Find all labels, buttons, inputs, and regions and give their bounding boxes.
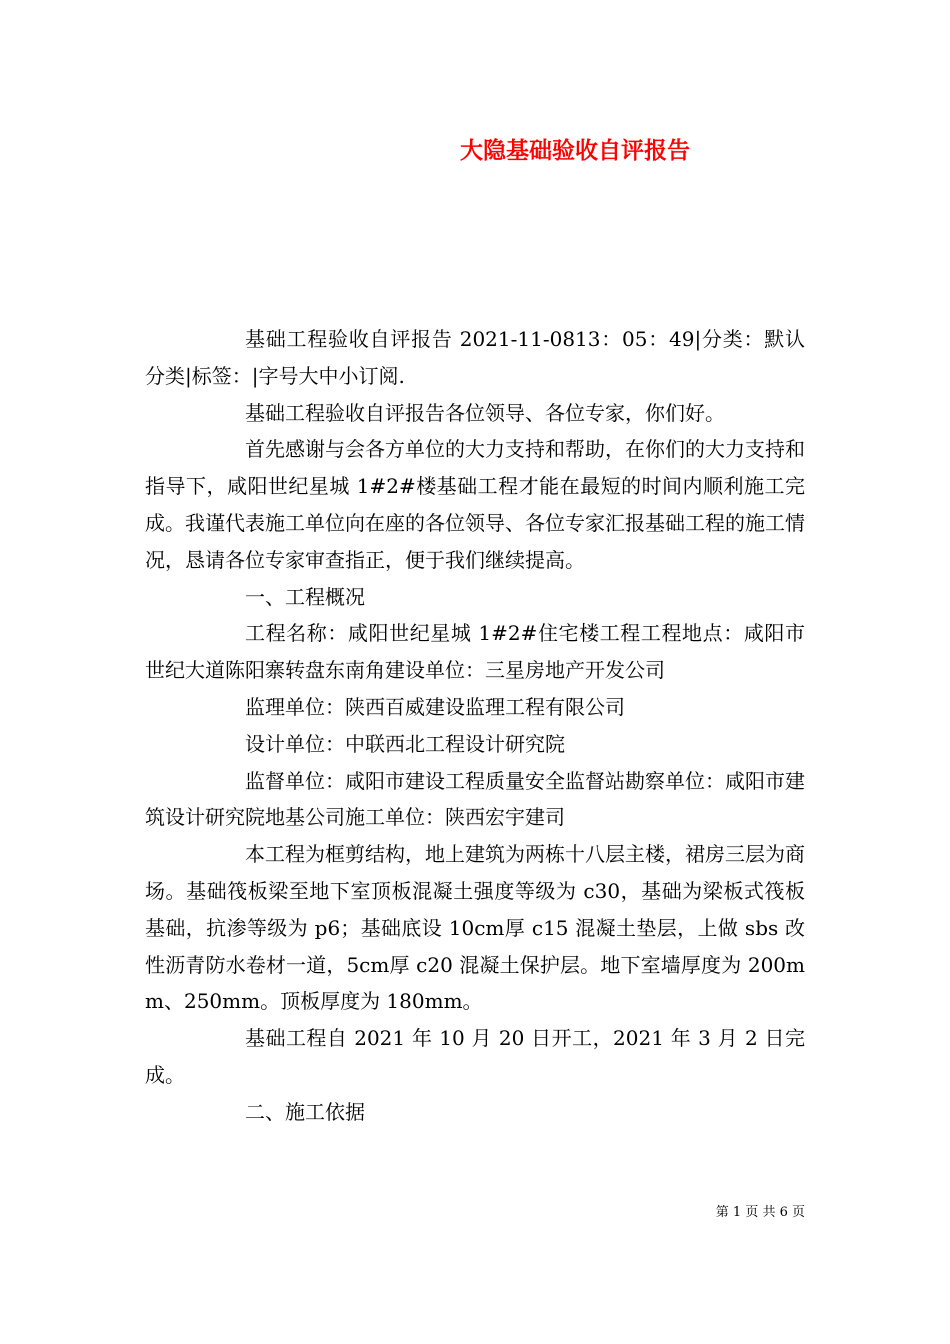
paragraph-supervision-unit: 监理单位：陕西百威建设监理工程有限公司 xyxy=(245,694,625,719)
paragraph-design-unit: 设计单位：中联西北工程设计研究院 xyxy=(245,731,565,756)
paragraph-greeting: 基础工程验收自评报告各位领导、各位专家，你们好。 xyxy=(245,400,725,425)
paragraph-project-info: 工程名称：咸阳世纪星城 1#2#住宅楼工程工程地点：咸阳市世纪大道陈阳寨转盘东南角建设单位：三星房地产开发公司 xyxy=(145,621,805,683)
document-body xyxy=(145,321,805,1131)
document-title: 大隐基础验收自评报告 xyxy=(460,138,690,164)
paragraph-structure: 本工程为框剪结构，地上建筑为两栋十八层主楼，裙房三层为商场。基础筏板梁至地下室顶板混凝土强度等级为 c30，基础为梁板式筏板基础，抗渗等级为 p6；基础底设 10cm厚 c15 混凝土垫层，上做 sbs 改性沥青防水卷材一道，5cm厚 c20 混凝土保护层。地下室墙厚度为 200mm、250mm。顶板厚度为 180mm。 xyxy=(145,842,805,1014)
paragraph-units: 监督单位：咸阳市建设工程质量安全监督站勘察单位：咸阳市建筑设计研究院地基公司施工单位：陕西宏宇建司 xyxy=(145,768,805,830)
paragraph-thanks: 首先感谢与会各方单位的大力支持和帮助，在你们的大力支持和指导下，咸阳世纪星城 1#2#楼基础工程才能在最短的时间内顺利施工完成。我谨代表施工单位向在座的各位领导、各位专家汇报基础工程的施工情况，恳请各位专家审查指正，便于我们继续提高。 xyxy=(145,437,805,572)
section-heading-overview: 一、工程概况 xyxy=(245,584,365,609)
section-heading-basis: 二、施工依据 xyxy=(245,1099,365,1124)
paragraph-meta: 基础工程验收自评报告 2021-11-0813：05：49|分类：默认分类|标签：|字号大中小订阅. xyxy=(145,327,805,388)
page-number: 第 1 页 共 6 页 xyxy=(715,1205,805,1220)
paragraph-schedule: 基础工程自 2021 年 10 月 20 日开工，2021 年 3 月 2 日完成。 xyxy=(145,1026,805,1087)
